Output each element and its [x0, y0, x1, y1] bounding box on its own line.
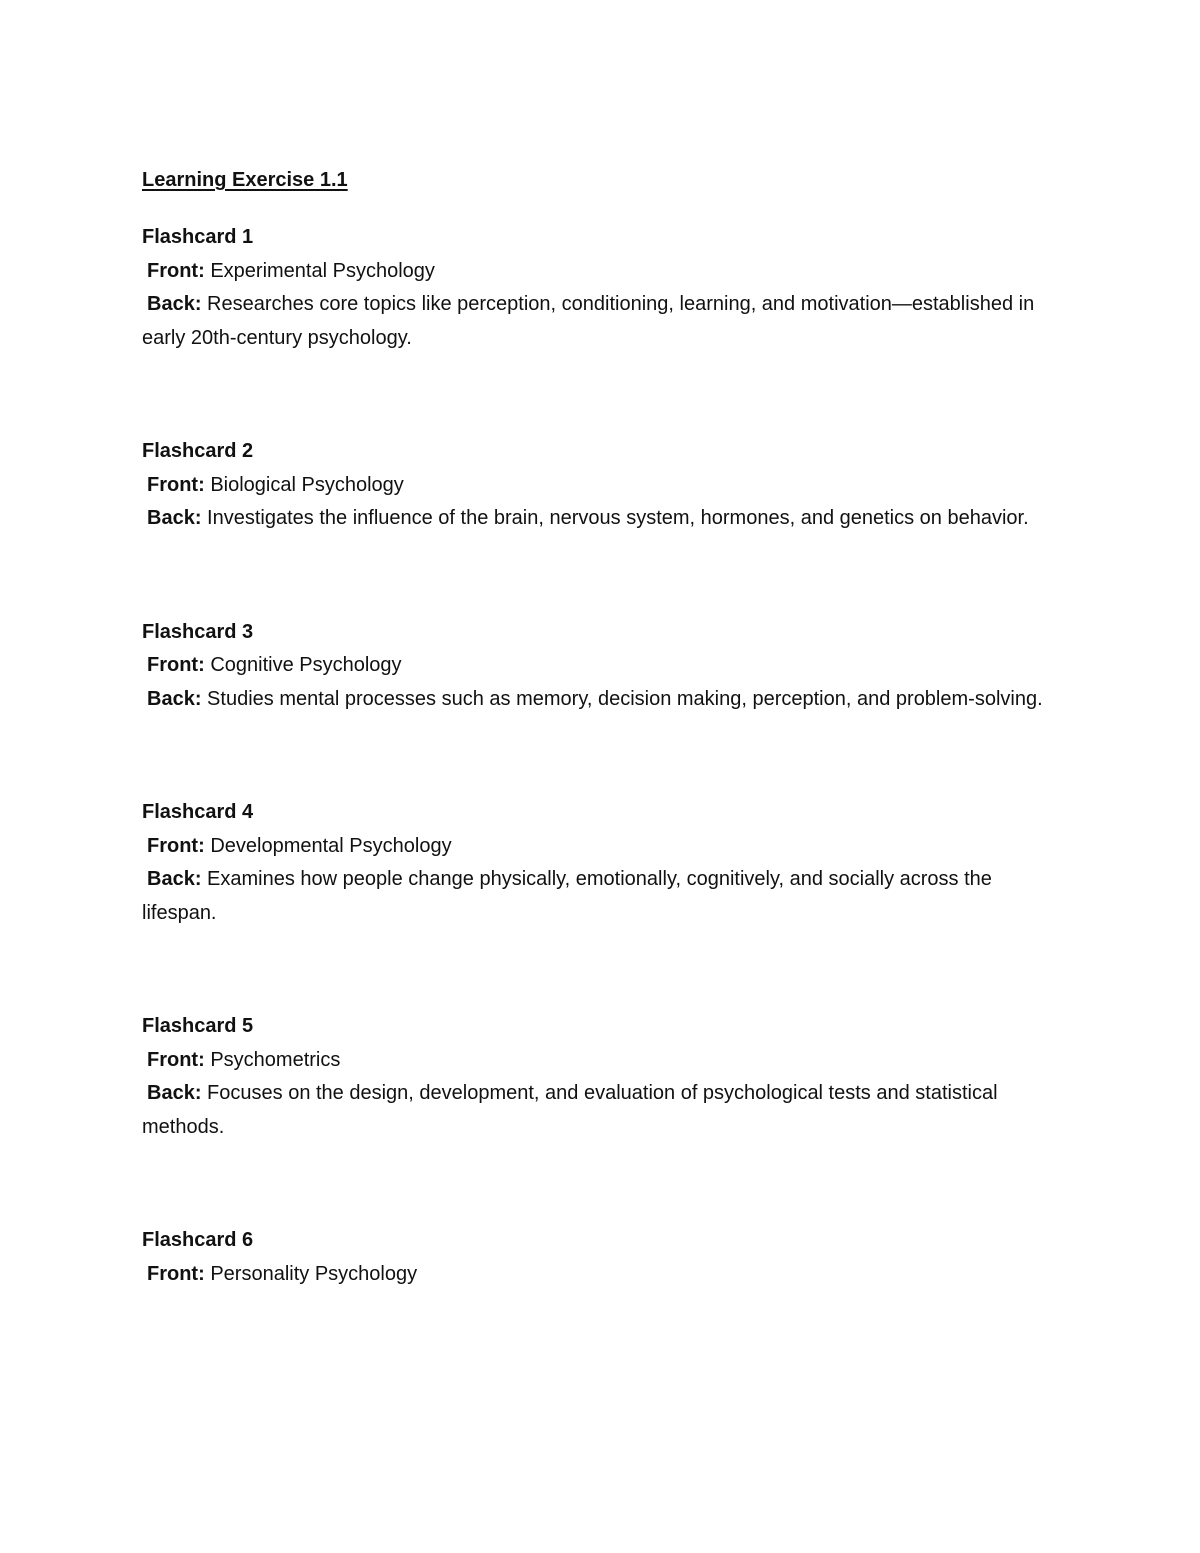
flashcard-title: Flashcard 6	[142, 1229, 254, 1251]
flashcard-title: Flashcard 4	[142, 801, 254, 823]
flashcard-front	[142, 830, 1062, 864]
flashcard-back	[142, 863, 1062, 930]
front-label: Front:	[147, 259, 205, 282]
front-text: Psychometrics	[210, 1048, 341, 1071]
front-label: Front:	[147, 1262, 205, 1285]
flashcard-title: Flashcard 2	[142, 440, 254, 462]
flashcard-2	[142, 435, 1062, 536]
front-label: Front:	[147, 834, 205, 857]
flashcard-back	[142, 288, 1062, 355]
back-text: Studies mental processes such as memory, decision making, perception, and problem-solving.	[207, 687, 1043, 710]
back-label: Back:	[147, 868, 202, 890]
flashcard-front	[142, 1044, 1062, 1078]
front-label: Front:	[147, 473, 205, 496]
front-label: Front:	[147, 654, 205, 676]
back-label: Back:	[147, 293, 202, 315]
back-text: Researches core topics like perception, conditioning, learning, and motivation—established in early 20th-century psychology.	[142, 293, 1035, 349]
front-text: Biological Psychology	[210, 473, 404, 496]
back-label: Back:	[147, 1082, 202, 1104]
back-text: Investigates the influence of the brain, nervous system, hormones, and genetics on behavior.	[207, 507, 1029, 529]
flashcard-4	[142, 796, 1062, 930]
flashcard-title: Flashcard 1	[142, 226, 254, 248]
front-text: Experimental Psychology	[210, 259, 435, 282]
flashcard-front	[142, 255, 1062, 289]
front-text: Developmental Psychology	[210, 834, 452, 857]
document-body	[142, 164, 1062, 1371]
flashcard-5	[142, 1010, 1062, 1144]
back-text: Focuses on the design, development, and evaluation of psychological tests and statistical methods.	[142, 1082, 998, 1138]
flashcard-front	[142, 469, 1062, 503]
back-label: Back:	[147, 507, 202, 529]
front-text: Cognitive Psychology	[210, 654, 402, 676]
flashcard-title: Flashcard 3	[142, 620, 254, 643]
flashcard-back	[142, 1077, 1062, 1144]
back-text: Examines how people change physically, emotionally, cognitively, and socially across the lifespan.	[142, 868, 992, 924]
exercise-heading: Learning Exercise 1.1	[142, 169, 348, 191]
flashcard-front	[142, 1258, 1062, 1292]
flashcard-3	[142, 616, 1062, 717]
front-text: Personality Psychology	[210, 1262, 418, 1285]
flashcard-6	[142, 1224, 1062, 1291]
flashcard-back	[142, 502, 1062, 536]
flashcard-back	[142, 683, 1062, 717]
flashcard-1	[142, 221, 1062, 355]
flashcard-title: Flashcard 5	[142, 1015, 254, 1037]
back-label: Back:	[147, 687, 202, 710]
front-label: Front:	[147, 1048, 205, 1071]
flashcard-front	[142, 649, 1062, 683]
